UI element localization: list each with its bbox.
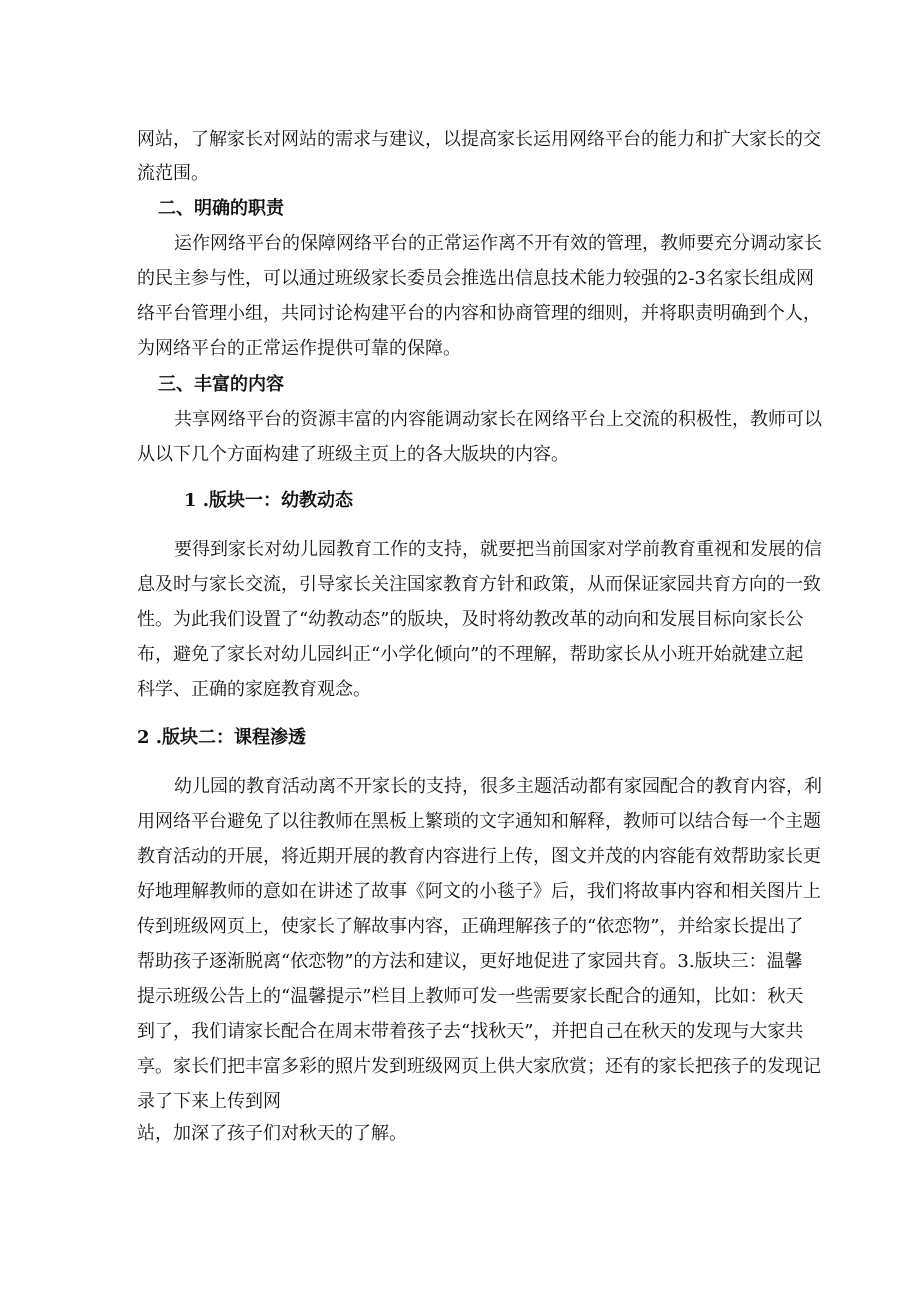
block1-line-3: 性。为此我们设置了“幼教动态”的版块，及时将幼教改革的动向和发展目标向家长公 bbox=[137, 609, 804, 630]
section2-line-2: 的民主参与性，可以通过班级家长委员会推选出信息技术能力较强的2-3名家长组成网 bbox=[137, 268, 814, 289]
block1-line-5: 科学、正确的家庭教育观念。 bbox=[137, 679, 371, 700]
section2-line-4: 为网络平台的正常运作提供可靠的保障。 bbox=[137, 338, 461, 359]
section2-line-1: 运作网络平台的保障网络平台的正常运作离不开有效的管理，教师要充分调动家长 bbox=[174, 233, 822, 254]
block2-line-9: 享。家长们把丰富多彩的照片发到班级网页上供大家欣赏；还有的家长把孩子的发现记 bbox=[137, 1056, 821, 1077]
block2-line-5: 传到班级网页上，使家长了解故事内容，正确理解孩子的“依恋物”，并给家长提出了 bbox=[137, 916, 804, 937]
block2-line-8: 到了，我们请家长配合在周末带着孩子去“找秋天”，并把自己在秋天的发现与大家共 bbox=[137, 1021, 804, 1042]
section3-line-1: 共享网络平台的资源丰富的内容能调动家长在网络平台上交流的积极性，教师可以 bbox=[174, 409, 822, 430]
section-heading-responsibilities: 二、明确的职责 bbox=[158, 198, 284, 219]
section-heading-content: 三、丰富的内容 bbox=[158, 374, 284, 395]
block2-line-1: 幼儿园的教育活动离不开家长的支持，很多主题活动都有家园配合的教育内容，利 bbox=[174, 776, 822, 797]
block2-line-10: 录了下来上传到网 bbox=[137, 1091, 281, 1112]
section3-line-2: 从以下几个方面构建了班级主页上的各大版块的内容。 bbox=[137, 444, 569, 465]
block1-heading: 1 .版块一：幼教动态 bbox=[184, 490, 354, 511]
block2-line-2: 用网络平台避免了以往教师在黑板上繁琐的文字通知和解释，教师可以结合每一个主题 bbox=[137, 811, 821, 832]
block1-line-1: 要得到家长对幼儿园教育工作的支持，就要把当前国家对学前教育重视和发展的信 bbox=[174, 539, 822, 560]
block1-line-2: 息及时与家长交流，引导家长关注国家教育方针和政策，从而保证家园共育方向的一致 bbox=[137, 574, 821, 595]
intro-line-1: 网站，了解家长对网站的需求与建议，以提高家长运用网络平台的能力和扩大家长的交 bbox=[137, 129, 821, 150]
section2-line-3: 络平台管理小组，共同讨论构建平台的内容和协商管理的细则，并将职责明确到个人， bbox=[137, 303, 821, 324]
block2-heading: 2 .版块二：课程渗透 bbox=[137, 727, 307, 748]
block2-line-7: 提示班级公告上的“温馨提示”栏目上教师可发一些需要家长配合的通知，比如：秋天 bbox=[137, 986, 804, 1007]
block1-line-4: 布，避免了家长对幼儿园纠正“小学化倾向”的不理解，帮助家长从小班开始就建立起 bbox=[137, 644, 804, 665]
block2-line-11: 站，加深了孩子们对秋天的了解。 bbox=[137, 1123, 407, 1144]
intro-line-2: 流范围。 bbox=[137, 163, 209, 184]
block2-line-3: 教育活动的开展，将近期开展的教育内容进行上传，图文并茂的内容能有效帮助家长更 bbox=[137, 846, 821, 867]
block2-line-6: 帮助孩子逐渐脱离“依恋物”的方法和建议，更好地促进了家园共育。3.版块三：温馨 bbox=[137, 951, 803, 972]
block2-line-4: 好地理解教师的意如在讲述了故事《阿文的小毯子》后，我们将故事内容和相关图片上 bbox=[137, 881, 821, 902]
